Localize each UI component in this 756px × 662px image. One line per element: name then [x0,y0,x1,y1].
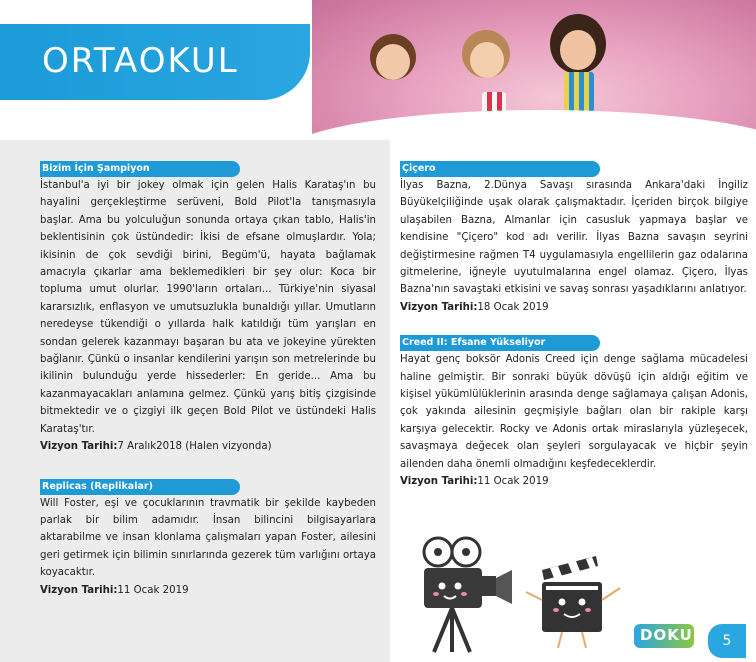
movie-description: İlyas Bazna, 2.Dünya Savaşı sırasında Ankara'daki İngiliz Büyükelçiliğinde uşak olarak çalışmaktadır. İçeriden birçok bilgiye ulaşabilen Bazna, Almanlar için casusluk yapmaya başlar ve kendisine "Çiçero" kod adı verilir. İlyas Bazna savaşın seyrini değiştirmesine rağmen T4 uygulamasıyla engellilerin gaz odalarına gitmelerine, iğneyle uyutulmalarına engel olamaz. Çiçero, İlyas Bazna'nın savaştaki etkisini ve savaş sonrası yaşadıklarını anlatıyor. [400,180,748,296]
release-date-label: Vizyon Tarihi: [40,441,118,453]
movie-entry [40,474,376,599]
film-projector-icon [424,538,512,652]
header-curve [312,110,756,140]
release-date [40,438,376,455]
release-date-value: 7 Aralık2018 (Halen vizyonda) [117,441,272,453]
movie-description: İstanbul'a iyi bir jokey olmak için gelen Halis Karataş'ın bu hayalini gerçekleştirme serüveni, Bold Pilot'la tanışmasıyla başlar. Ama bu yolculuğun sonunda ortaya çıkan tablo, Halis'in beklentisinin çok üstündedir: İkisi de efsane olmuşlardır. Yola; ikisinin de çok sevdiği birini, Begüm'ü, hayata bağlamak amacıyla çıkarlar ama beklemedikleri bir şey olur: Koca bir topluma umut olurlar. 1990'ların ortaları... Türkiye'nin siyasal kararsızlık, enflasyon ve umutsuzlukla bunaldığı yıllar. Umutların neredeyse tükendiği o yıllarda halk katıldığı tüm yarışları en sondan gelerek kazanmayı başaran bu ata ve jokeyine yürekten bağlanır. Çünkü o insanlar kendilerini yarışın son metrelerinde bu ikilinin bulunduğu yerde hissederler: En geride... Ama bu kazanmayacakları anlamına gelmez. Çünkü yarış bitiş çizgisinde bitmektedir ve o çizgiyi ilk geçen Bold Pilot ve üstündeki Halis Karataş'tır. [40,180,376,435]
child-figure [470,42,504,78]
doku-logo [634,622,698,652]
cinema-illustration [400,530,650,655]
page-header [0,0,756,140]
clapperboard-icon [526,556,620,648]
release-date-label: Vizyon Tarihi: [40,584,118,596]
movie-description: Hayat genç boksör Adonis Creed için denge sağlama mücadelesi haline gelmiştir. Bir sonraki büyük dövüşü için aldığı eğitim ve kişisel yükümlülüklerinin arasında denge sağlamaya çalışan Adonis, çok yakında ailesinin geçmişiyle bağları olan bir rakiple karşı karşıya gelecektir. Rocky ve Adonis ortak miraslarıyla yüzleşecek, savaşmaya değecek olan şeyleri sorgulayacak ve hiçbir şeyin ailenden daha önemli olmadığını keşfedeceklerdir. [400,354,748,470]
release-date-value: 18 Ocak 2019 [477,301,549,313]
popcorn-box [564,72,594,112]
logo-text: DOKU [640,626,693,644]
movie-title-label: Replicas (Replikalar) [40,479,240,495]
child-figure [560,30,596,70]
movie-title-label: Bizim İçin Şampiyon [40,161,240,177]
movie-description: Will Foster, eşi ve çocuklarının travmatik bir şekilde kaybeden parlak bir bilim adamıdır. İnsan bilincini bilgisayarlara aktarabilme ve insan klonlama çalışmaları yapan Foster, ailesini geri getirmek için bilimin sınırlarında gezerek tüm varlığını ortaya koyacaktır. [40,497,376,579]
page-title: ORTAOKUL [42,41,239,81]
release-date [40,582,376,599]
movie-entry [400,156,748,316]
right-column [400,156,748,505]
release-date-label: Vizyon Tarihi: [400,301,478,313]
release-date-value: 11 Ocak 2019 [477,476,549,488]
child-figure [376,44,410,80]
release-date [400,299,748,316]
release-date [400,473,748,490]
movie-entry [400,330,748,490]
page-number: 5 [708,624,746,658]
release-date-value: 11 Ocak 2019 [117,584,189,596]
left-column [40,156,376,613]
movie-entry [40,156,376,456]
movie-title-label: Creed II: Efsane Yükseliyor [400,335,600,351]
header-photo [312,0,756,140]
release-date-label: Vizyon Tarihi: [400,476,478,488]
movie-title-label: Çiçero [400,161,600,177]
